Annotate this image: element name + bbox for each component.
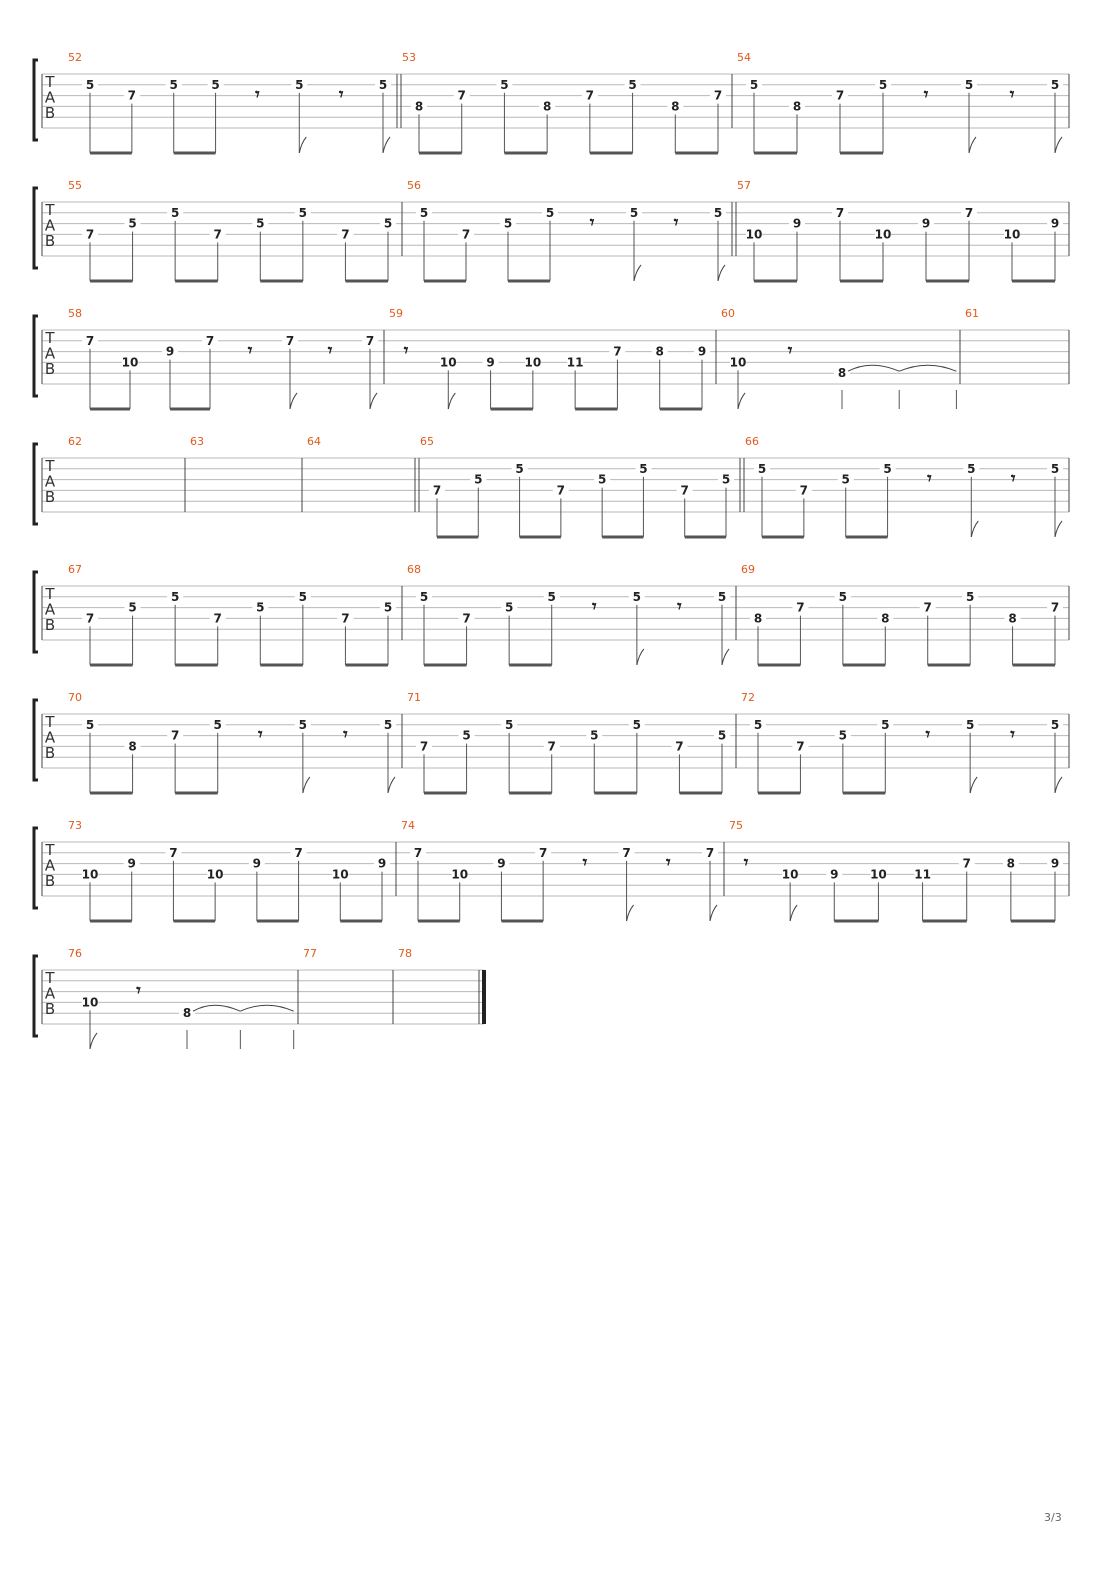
fret-number: 10 bbox=[81, 995, 99, 1010]
fret-number: 10 bbox=[870, 867, 887, 882]
note-flag bbox=[290, 393, 297, 409]
tab-system bbox=[34, 307, 1069, 409]
measure-number: 67 bbox=[68, 563, 82, 576]
fret-number: 7 bbox=[675, 739, 684, 754]
fret-number: 5 bbox=[504, 600, 514, 615]
fret-number: 5 bbox=[169, 77, 178, 92]
measure-number: 75 bbox=[729, 819, 743, 832]
fret-number: 8 bbox=[1006, 856, 1016, 871]
fret-number: 11 bbox=[566, 355, 584, 370]
fret-number: 5 bbox=[298, 717, 308, 732]
measure-number: 69 bbox=[741, 563, 755, 576]
eighth-rest: 𝄾 bbox=[743, 853, 749, 873]
system-bracket bbox=[34, 188, 38, 268]
fret-number: 10 bbox=[745, 227, 763, 242]
fret-number: 7 bbox=[796, 600, 805, 615]
measure bbox=[407, 691, 736, 793]
measure bbox=[389, 307, 716, 409]
system-bracket bbox=[34, 572, 38, 652]
measure bbox=[407, 179, 736, 281]
fret-number: 10 bbox=[121, 355, 139, 370]
measure-number: 59 bbox=[389, 307, 403, 320]
fret-number: 7 bbox=[962, 856, 971, 871]
fret-number: 5 bbox=[717, 728, 727, 743]
fret-number: 5 bbox=[547, 589, 556, 604]
fret-number: 5 bbox=[838, 728, 848, 743]
fret-number: 7 bbox=[85, 227, 95, 242]
note-flag bbox=[790, 905, 797, 921]
tab-clef-letter: B bbox=[44, 488, 56, 506]
fret-number: 9 bbox=[1050, 216, 1060, 231]
fret-number: 10 bbox=[331, 867, 349, 882]
note-flag bbox=[971, 521, 978, 537]
tie-arc bbox=[240, 1005, 293, 1011]
fret-number: 5 bbox=[757, 461, 767, 476]
fret-number: 5 bbox=[128, 216, 137, 231]
fret-number: 5 bbox=[749, 77, 759, 92]
measure bbox=[307, 435, 419, 512]
tab-clef-letter: B bbox=[44, 104, 56, 122]
fret-number: 7 bbox=[170, 728, 180, 743]
measure bbox=[721, 307, 960, 409]
measure-number: 53 bbox=[402, 51, 416, 64]
measure bbox=[737, 51, 1069, 153]
note-flag bbox=[738, 393, 745, 409]
fret-number: 7 bbox=[713, 88, 723, 103]
eighth-rest: 𝄾 bbox=[1010, 469, 1016, 489]
eighth-rest: 𝄾 bbox=[255, 85, 260, 105]
fret-number: 7 bbox=[419, 739, 429, 754]
eighth-rest: 𝄾 bbox=[247, 341, 253, 361]
fret-number: 5 bbox=[881, 717, 890, 732]
tab-clef-letter: A bbox=[44, 472, 56, 491]
fret-number: 9 bbox=[1050, 856, 1060, 871]
measure bbox=[68, 563, 402, 665]
fret-number: 9 bbox=[252, 856, 262, 871]
tab-system bbox=[34, 691, 1069, 793]
fret-number: 7 bbox=[457, 88, 466, 103]
measure-number: 63 bbox=[190, 435, 204, 448]
tab-clef-letter: A bbox=[44, 856, 56, 875]
fret-number: 5 bbox=[295, 77, 304, 92]
fret-number: 7 bbox=[461, 227, 471, 242]
fret-number: 5 bbox=[383, 216, 393, 231]
tab-clef-letter: T bbox=[45, 329, 55, 347]
fret-number: 8 bbox=[792, 99, 802, 114]
fret-number: 10 bbox=[1003, 227, 1021, 242]
fret-number: 5 bbox=[964, 77, 974, 92]
fret-number: 7 bbox=[796, 739, 805, 754]
fret-number: 5 bbox=[717, 589, 727, 604]
fret-number: 5 bbox=[721, 472, 731, 487]
fret-number: 7 bbox=[547, 739, 556, 754]
tab-clef-letter: B bbox=[44, 360, 56, 378]
fret-number: 8 bbox=[671, 99, 680, 114]
measure-number: 78 bbox=[398, 947, 412, 960]
fret-number: 5 bbox=[170, 589, 180, 604]
fret-number: 9 bbox=[127, 856, 136, 871]
eighth-rest: 𝄾 bbox=[1010, 725, 1015, 745]
fret-number: 5 bbox=[256, 600, 265, 615]
fret-number: 7 bbox=[835, 205, 845, 220]
final-barline bbox=[482, 970, 486, 1024]
fret-number: 10 bbox=[781, 867, 799, 882]
fret-number: 7 bbox=[799, 483, 809, 498]
fret-number: 9 bbox=[792, 216, 802, 231]
fret-number: 7 bbox=[205, 333, 215, 348]
tab-clef-letter: A bbox=[44, 984, 56, 1003]
eighth-rest: 𝄾 bbox=[925, 725, 930, 745]
system-bracket bbox=[34, 444, 38, 524]
eighth-rest: 𝄾 bbox=[923, 85, 929, 105]
fret-number: 5 bbox=[503, 216, 513, 231]
measure-number: 68 bbox=[407, 563, 421, 576]
eighth-rest: 𝄾 bbox=[673, 213, 679, 233]
fret-number: 7 bbox=[413, 845, 423, 860]
fret-number: 7 bbox=[341, 227, 350, 242]
fret-number: 11 bbox=[914, 867, 931, 882]
measure-number: 61 bbox=[965, 307, 979, 320]
tab-system bbox=[34, 435, 1069, 537]
eighth-rest: 𝄾 bbox=[666, 853, 671, 873]
measure bbox=[68, 947, 298, 1049]
fret-number: 5 bbox=[883, 461, 892, 476]
eighth-rest: 𝄾 bbox=[403, 341, 409, 361]
fret-number: 5 bbox=[878, 77, 888, 92]
fret-number: 5 bbox=[545, 205, 555, 220]
fret-number: 5 bbox=[628, 77, 637, 92]
measure-number: 57 bbox=[737, 179, 751, 192]
measure bbox=[407, 563, 736, 665]
tab-system bbox=[34, 947, 486, 1049]
fret-number: 8 bbox=[542, 99, 552, 114]
eighth-rest: 𝄾 bbox=[589, 213, 595, 233]
measure bbox=[68, 691, 402, 793]
note-flag bbox=[1055, 777, 1062, 793]
note-flag bbox=[710, 905, 717, 921]
tab-clef-letter: B bbox=[44, 744, 56, 762]
measure bbox=[737, 179, 1069, 281]
note-flag bbox=[969, 137, 976, 153]
fret-number: 9 bbox=[497, 856, 506, 871]
eighth-rest: 𝄾 bbox=[136, 981, 141, 1001]
tab-clef-letter: T bbox=[45, 841, 55, 859]
measure-number: 64 bbox=[307, 435, 321, 448]
fret-number: 8 bbox=[655, 344, 664, 359]
fret-number: 5 bbox=[632, 589, 642, 604]
fret-number: 7 bbox=[585, 88, 595, 103]
fret-number: 7 bbox=[169, 845, 178, 860]
fret-number: 5 bbox=[500, 77, 509, 92]
note-flag bbox=[1055, 137, 1062, 153]
fret-number: 9 bbox=[377, 856, 387, 871]
system-bracket bbox=[34, 828, 38, 908]
note-flag bbox=[90, 1033, 97, 1049]
tab-clef-letter: T bbox=[45, 713, 55, 731]
note-flag bbox=[1055, 521, 1062, 537]
fret-number: 7 bbox=[835, 88, 845, 103]
measure-number: 73 bbox=[68, 819, 82, 832]
fret-number: 5 bbox=[515, 461, 524, 476]
tab-clef-letter: A bbox=[44, 216, 56, 235]
fret-number: 9 bbox=[697, 344, 707, 359]
fret-number: 7 bbox=[964, 205, 974, 220]
fret-number: 5 bbox=[378, 77, 388, 92]
fret-number: 5 bbox=[965, 589, 975, 604]
fret-number: 8 bbox=[128, 739, 137, 754]
measure bbox=[398, 947, 486, 1024]
measure bbox=[68, 819, 396, 921]
fret-number: 7 bbox=[365, 333, 375, 348]
note-flag bbox=[970, 777, 977, 793]
note-flag bbox=[637, 649, 644, 665]
tab-system bbox=[34, 563, 1069, 665]
measure-number: 70 bbox=[68, 691, 82, 704]
note-flag bbox=[722, 649, 729, 665]
measure bbox=[745, 435, 1069, 537]
system-bracket bbox=[34, 956, 38, 1036]
measure-number: 77 bbox=[303, 947, 317, 960]
note-flag bbox=[627, 905, 634, 921]
measure bbox=[190, 435, 302, 512]
measure bbox=[741, 563, 1069, 665]
note-flag bbox=[303, 777, 310, 793]
fret-number: 5 bbox=[85, 77, 95, 92]
measure-number: 52 bbox=[68, 51, 82, 64]
fret-number: 5 bbox=[419, 589, 429, 604]
fret-number: 5 bbox=[419, 205, 429, 220]
eighth-rest: 𝄾 bbox=[677, 597, 682, 617]
fret-number: 8 bbox=[753, 611, 763, 626]
tab-system bbox=[34, 51, 1069, 153]
fret-number: 5 bbox=[639, 461, 648, 476]
fret-number: 10 bbox=[874, 227, 892, 242]
fret-number: 8 bbox=[414, 99, 424, 114]
tab-clef-letter: T bbox=[45, 585, 55, 603]
fret-number: 10 bbox=[439, 355, 457, 370]
tab-clef-letter: B bbox=[44, 872, 56, 890]
fret-number: 5 bbox=[1050, 717, 1060, 732]
eighth-rest: 𝄾 bbox=[327, 341, 333, 361]
fret-number: 5 bbox=[474, 472, 483, 487]
fret-number: 10 bbox=[451, 867, 469, 882]
measure-number: 74 bbox=[401, 819, 415, 832]
note-flag bbox=[448, 393, 455, 409]
fret-number: 5 bbox=[838, 589, 848, 604]
tie-arc bbox=[193, 1005, 240, 1011]
fret-number: 5 bbox=[629, 205, 639, 220]
fret-number: 7 bbox=[923, 600, 932, 615]
measure-number: 56 bbox=[407, 179, 421, 192]
fret-number: 5 bbox=[462, 728, 471, 743]
fret-number: 7 bbox=[85, 611, 95, 626]
measure bbox=[741, 691, 1069, 793]
fret-number: 7 bbox=[680, 483, 689, 498]
measure-number: 72 bbox=[741, 691, 755, 704]
fret-number: 8 bbox=[1008, 611, 1017, 626]
fret-number: 5 bbox=[211, 77, 220, 92]
fret-number: 8 bbox=[881, 611, 890, 626]
fret-number: 7 bbox=[294, 845, 303, 860]
eighth-rest: 𝄾 bbox=[1009, 85, 1015, 105]
fret-number: 5 bbox=[298, 589, 308, 604]
tie-arc bbox=[848, 365, 899, 371]
tab-clef-letter: B bbox=[44, 616, 56, 634]
fret-number: 7 bbox=[285, 333, 295, 348]
tab-clef-letter: T bbox=[45, 457, 55, 475]
note-flag bbox=[383, 137, 390, 153]
fret-number: 7 bbox=[1050, 600, 1060, 615]
system-bracket bbox=[34, 316, 38, 396]
fret-number: 10 bbox=[729, 355, 747, 370]
measure bbox=[68, 51, 401, 153]
note-flag bbox=[370, 393, 377, 409]
fret-number: 8 bbox=[182, 1006, 192, 1021]
measure bbox=[420, 435, 744, 537]
system-bracket bbox=[34, 60, 38, 140]
fret-number: 5 bbox=[1050, 77, 1060, 92]
fret-number: 10 bbox=[81, 867, 99, 882]
fret-number: 5 bbox=[298, 205, 308, 220]
measure-number: 62 bbox=[68, 435, 82, 448]
measure bbox=[729, 819, 1069, 921]
fret-number: 10 bbox=[524, 355, 542, 370]
measure-number: 76 bbox=[68, 947, 82, 960]
tab-clef-letter: A bbox=[44, 728, 56, 747]
note-flag bbox=[299, 137, 306, 153]
fret-number: 5 bbox=[590, 728, 599, 743]
measure bbox=[68, 307, 384, 409]
measure-number: 65 bbox=[420, 435, 434, 448]
fret-number: 7 bbox=[341, 611, 350, 626]
fret-number: 7 bbox=[127, 88, 137, 103]
fret-number: 5 bbox=[504, 717, 514, 732]
fret-number: 5 bbox=[85, 717, 95, 732]
system-bracket bbox=[34, 700, 38, 780]
tie-arc bbox=[899, 365, 956, 371]
measure-number: 58 bbox=[68, 307, 82, 320]
fret-number: 7 bbox=[538, 845, 548, 860]
fret-number: 7 bbox=[705, 845, 715, 860]
tab-clef-letter: T bbox=[45, 73, 55, 91]
fret-number: 7 bbox=[462, 611, 471, 626]
measure bbox=[401, 819, 724, 921]
fret-number: 5 bbox=[753, 717, 763, 732]
fret-number: 7 bbox=[213, 611, 222, 626]
fret-number: 7 bbox=[432, 483, 442, 498]
measure bbox=[68, 435, 185, 512]
fret-number: 5 bbox=[256, 216, 265, 231]
eighth-rest: 𝄾 bbox=[343, 725, 348, 745]
note-flag bbox=[388, 777, 395, 793]
note-flag bbox=[634, 265, 641, 281]
fret-number: 9 bbox=[486, 355, 495, 370]
tab-system bbox=[34, 179, 1069, 281]
page-number: 3/3 bbox=[1044, 1511, 1062, 1524]
fret-number: 5 bbox=[383, 717, 393, 732]
tab-clef-letter: A bbox=[44, 88, 56, 107]
fret-number: 5 bbox=[967, 461, 976, 476]
measure-number: 66 bbox=[745, 435, 759, 448]
fret-number: 10 bbox=[206, 867, 224, 882]
tab-clef-letter: T bbox=[45, 201, 55, 219]
measure-number: 71 bbox=[407, 691, 421, 704]
tab-clef-letter: T bbox=[45, 969, 55, 987]
tab-clef-letter: B bbox=[44, 232, 56, 250]
fret-number: 5 bbox=[841, 472, 850, 487]
fret-number: 5 bbox=[170, 205, 180, 220]
eighth-rest: 𝄾 bbox=[338, 85, 344, 105]
tab-clef-letter: A bbox=[44, 600, 56, 619]
fret-number: 5 bbox=[383, 600, 393, 615]
fret-number: 7 bbox=[85, 333, 95, 348]
fret-number: 5 bbox=[128, 600, 137, 615]
tab-clef-letter: A bbox=[44, 344, 56, 363]
fret-number: 8 bbox=[837, 366, 847, 381]
fret-number: 5 bbox=[597, 472, 607, 487]
measure-number: 54 bbox=[737, 51, 751, 64]
measure-number: 60 bbox=[721, 307, 735, 320]
fret-number: 7 bbox=[213, 227, 222, 242]
measure bbox=[402, 51, 732, 153]
fret-number: 9 bbox=[921, 216, 931, 231]
measure bbox=[303, 947, 393, 1024]
tab-clef-letter: B bbox=[44, 1000, 56, 1018]
eighth-rest: 𝄾 bbox=[258, 725, 263, 745]
tab-system bbox=[34, 819, 1069, 921]
measure-number: 55 bbox=[68, 179, 82, 192]
fret-number: 5 bbox=[1050, 461, 1060, 476]
eighth-rest: 𝄾 bbox=[787, 341, 793, 361]
fret-number: 7 bbox=[556, 483, 566, 498]
fret-number: 5 bbox=[713, 205, 723, 220]
fret-number: 5 bbox=[965, 717, 975, 732]
fret-number: 5 bbox=[632, 717, 642, 732]
fret-number: 9 bbox=[830, 867, 839, 882]
eighth-rest: 𝄾 bbox=[927, 469, 932, 489]
measure bbox=[965, 307, 1069, 384]
note-flag bbox=[718, 265, 725, 281]
eighth-rest: 𝄾 bbox=[582, 853, 588, 873]
measure bbox=[68, 179, 402, 281]
fret-number: 7 bbox=[613, 344, 622, 359]
fret-number: 9 bbox=[165, 344, 175, 359]
fret-number: 5 bbox=[213, 717, 222, 732]
eighth-rest: 𝄾 bbox=[592, 597, 597, 617]
fret-number: 7 bbox=[622, 845, 631, 860]
